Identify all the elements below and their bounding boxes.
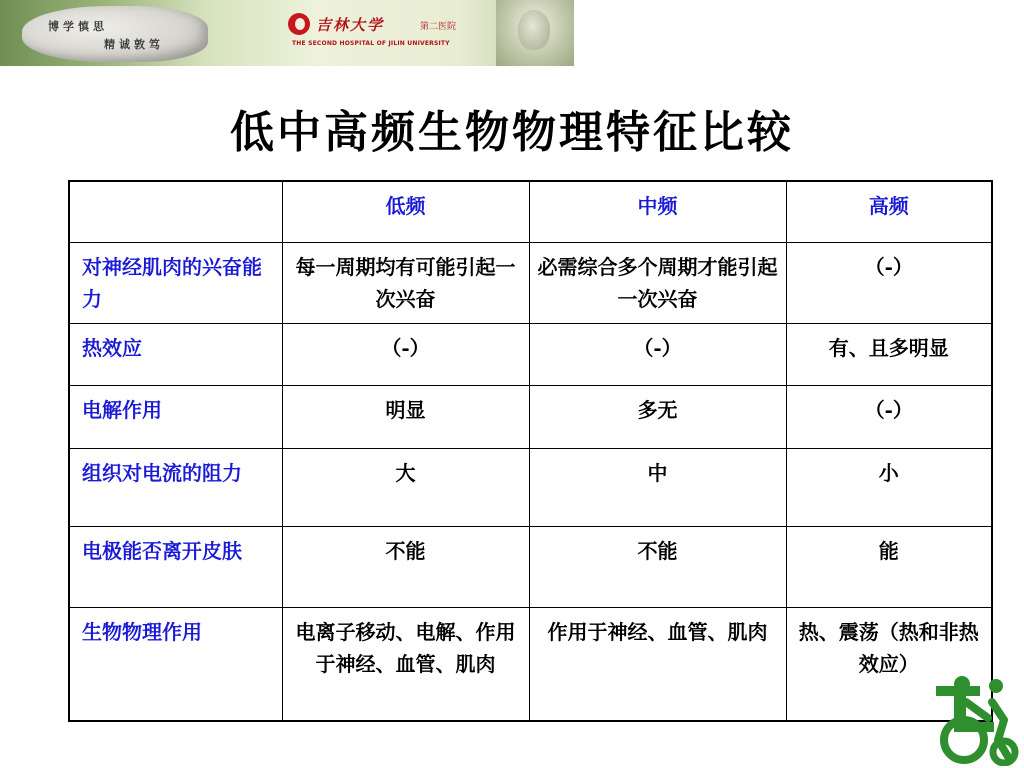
table-cell: 不能 [282, 527, 529, 608]
table-cell: 热、震荡（热和非热效应） [786, 608, 992, 722]
table-cell: 小 [786, 449, 992, 527]
table-row [69, 324, 992, 386]
table-row [69, 608, 992, 722]
statue-image [496, 0, 574, 66]
table-cell: （-） [786, 243, 992, 324]
table-row [69, 527, 992, 608]
row-label: 生物物理作用 [69, 608, 282, 722]
table-cell: 不能 [529, 527, 786, 608]
header-banner [0, 0, 574, 66]
table-cell: （-） [282, 324, 529, 386]
row-label: 对神经肌肉的兴奋能力 [69, 243, 282, 324]
table-cell: 电离子移动、电解、作用于神经、血管、肌肉 [282, 608, 529, 722]
table-cell: 多无 [529, 386, 786, 449]
table-cell: 作用于神经、血管、肌肉 [529, 608, 786, 722]
table-cell: （-） [529, 324, 786, 386]
comparison-table [68, 180, 993, 722]
table-cell: 大 [282, 449, 529, 527]
table-cell: 有、且多明显 [786, 324, 992, 386]
hospital-name-en: THE SECOND HOSPITAL OF JILIN UNIVERSITY [292, 40, 450, 47]
table-row [69, 449, 992, 527]
row-label: 电极能否离开皮肤 [69, 527, 282, 608]
motto-line-2: 精诚敦笃 [104, 38, 164, 51]
table-cell: （-） [786, 386, 992, 449]
table-cell: 中 [529, 449, 786, 527]
motto-line-1: 博学慎思 [48, 20, 108, 33]
column-header-high-frequency: 高频 [786, 181, 992, 243]
table-cell: 明显 [282, 386, 529, 449]
wheelchair-accessibility-icon [926, 672, 1022, 766]
table-header-row [69, 181, 992, 243]
hospital-name-cn: 第二医院 [420, 22, 457, 32]
table-cell: 每一周期均有可能引起一次兴奋 [282, 243, 529, 324]
row-label: 电解作用 [69, 386, 282, 449]
table-row [69, 243, 992, 324]
university-name: 吉林大学 [316, 16, 385, 34]
table-cell: 必需综合多个周期才能引起一次兴奋 [529, 243, 786, 324]
table-row [69, 386, 992, 449]
column-header-medium-frequency: 中频 [529, 181, 786, 243]
slide-title: 低中高频生物物理特征比较 [230, 107, 794, 158]
hospital-logo-icon [288, 13, 310, 35]
row-label: 组织对电流的阻力 [69, 449, 282, 527]
column-header-low-frequency: 低频 [282, 181, 529, 243]
table-cell: 能 [786, 527, 992, 608]
row-label: 热效应 [69, 324, 282, 386]
motto-stone-image [22, 6, 208, 62]
table-corner-cell [69, 181, 282, 243]
